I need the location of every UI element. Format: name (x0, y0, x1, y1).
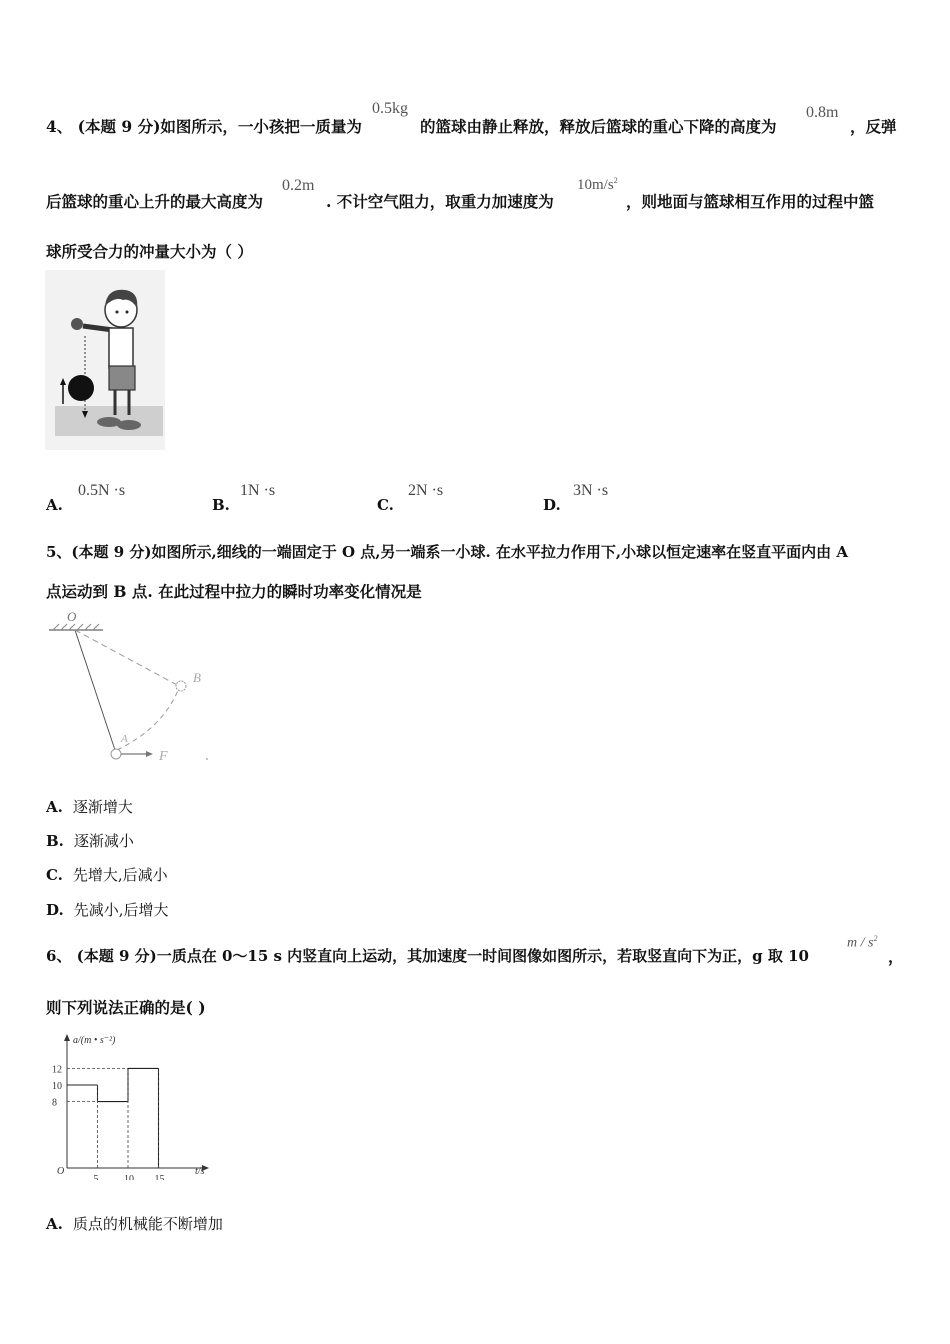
q4-option-c[interactable] (377, 480, 527, 516)
option-text: 质点的机械能不断增加 (72, 1215, 223, 1233)
pendulum-diagram (45, 608, 215, 768)
x-tick-label: 10 (124, 1174, 134, 1180)
option-label: D. (543, 496, 561, 514)
y-axis-label: a/(m • s⁻²) (73, 1035, 116, 1046)
q4-drop-height: 0.8m (806, 104, 839, 121)
option-label: C. (377, 496, 394, 514)
q5-option-a[interactable] (46, 796, 133, 817)
option-value: 0.5N ·s (78, 482, 126, 499)
q4-line2-mid: . 不计空气阻力，取重力加速度为 (326, 192, 554, 211)
option-label: A. (46, 496, 63, 514)
option-label: B. (46, 832, 64, 850)
q4-line2-suffix: ，则地面与篮球相互作用的过程中篮 (626, 192, 875, 211)
option-label: B. (212, 496, 230, 514)
q4-mass: 0.5kg (372, 100, 408, 117)
q4-gravity (577, 176, 618, 194)
option-value: 1N ·s (240, 482, 276, 499)
label-o: O (67, 609, 77, 624)
label-f: F (159, 749, 168, 764)
x-tick-label: 15 (154, 1174, 165, 1180)
option-label: C. (46, 866, 63, 884)
q5-option-c[interactable] (46, 864, 168, 885)
label-a: A (121, 733, 128, 745)
q5-line1: 5、(本题 9 分)如图所示,细线的一端固定于 O 点,另一端系一小球. 在水平拉力作用下,小球以恒定速率在竖直平面内由 A (46, 543, 848, 561)
y-tick-label: 10 (52, 1081, 62, 1092)
y-axis-arrow (64, 1034, 70, 1041)
q6-line1-suffix: ， (888, 947, 904, 966)
q4-gravity-value: 10m/s (577, 177, 614, 193)
q4-option-a[interactable] (46, 480, 196, 516)
child-basketball-illustration (45, 270, 165, 450)
q6-unit (847, 934, 877, 952)
label-b: B (193, 670, 201, 685)
q4-line1 (46, 115, 362, 137)
option-value: 3N ·s (573, 482, 609, 499)
q6-unit-exp: 2 (873, 934, 878, 943)
q4-figure (45, 270, 165, 450)
option-label: A. (46, 798, 63, 816)
option-label: D. (46, 901, 64, 919)
q5-option-b[interactable] (46, 830, 134, 851)
q4-line1-prefix: 4、 (本题 9 分)如图所示，一小孩把一质量为 (46, 117, 362, 136)
q4-line2-prefix: 后篮球的重心上升的最大高度为 (46, 192, 264, 211)
q4-rise-height: 0.2m (282, 177, 315, 194)
q6-option-a[interactable] (46, 1213, 223, 1234)
acceleration-time-chart (45, 1030, 215, 1180)
q4-line3: 球所受合力的冲量大小为（ ） (46, 242, 253, 261)
q4-line1-mid: 的篮球由静止释放，释放后篮球的重心下降的高度为 (420, 117, 777, 136)
origin-label: O (57, 1166, 65, 1177)
q4-option-d[interactable] (543, 480, 693, 516)
q6-chart (45, 1030, 215, 1180)
option-label: A. (46, 1215, 63, 1233)
q5-figure (45, 608, 215, 768)
option-text: 先增大,后减小 (72, 866, 168, 884)
q4-line1-suffix: ，反弹 (850, 117, 897, 136)
option-text: 逐渐减小 (73, 832, 134, 850)
option-text: 逐渐增大 (72, 798, 133, 816)
q6-line2: 则下列说法正确的是( ) (46, 998, 206, 1017)
q6-unit-value: m / s (847, 935, 874, 951)
y-tick-label: 8 (52, 1097, 57, 1109)
q4-gravity-exp: 2 (613, 176, 618, 185)
q4-option-b[interactable] (212, 480, 362, 516)
option-text: 先减小,后增大 (73, 901, 169, 919)
q5-line2: 点运动到 B 点. 在此过程中拉力的瞬时功率变化情况是 (46, 582, 422, 601)
x-axis-label: t/s (195, 1166, 205, 1177)
q6-line1-prefix: 6、 (本题 9 分)一质点在 0～15 s 内竖直向上运动，其加速度一时间图像如图所示，若取竖直向下为正，g 取 10 (46, 947, 809, 965)
x-tick-label: 5 (93, 1174, 99, 1180)
q5-option-d[interactable] (46, 899, 168, 920)
option-value: 2N ·s (408, 482, 444, 499)
y-tick-label: 12 (52, 1064, 62, 1076)
